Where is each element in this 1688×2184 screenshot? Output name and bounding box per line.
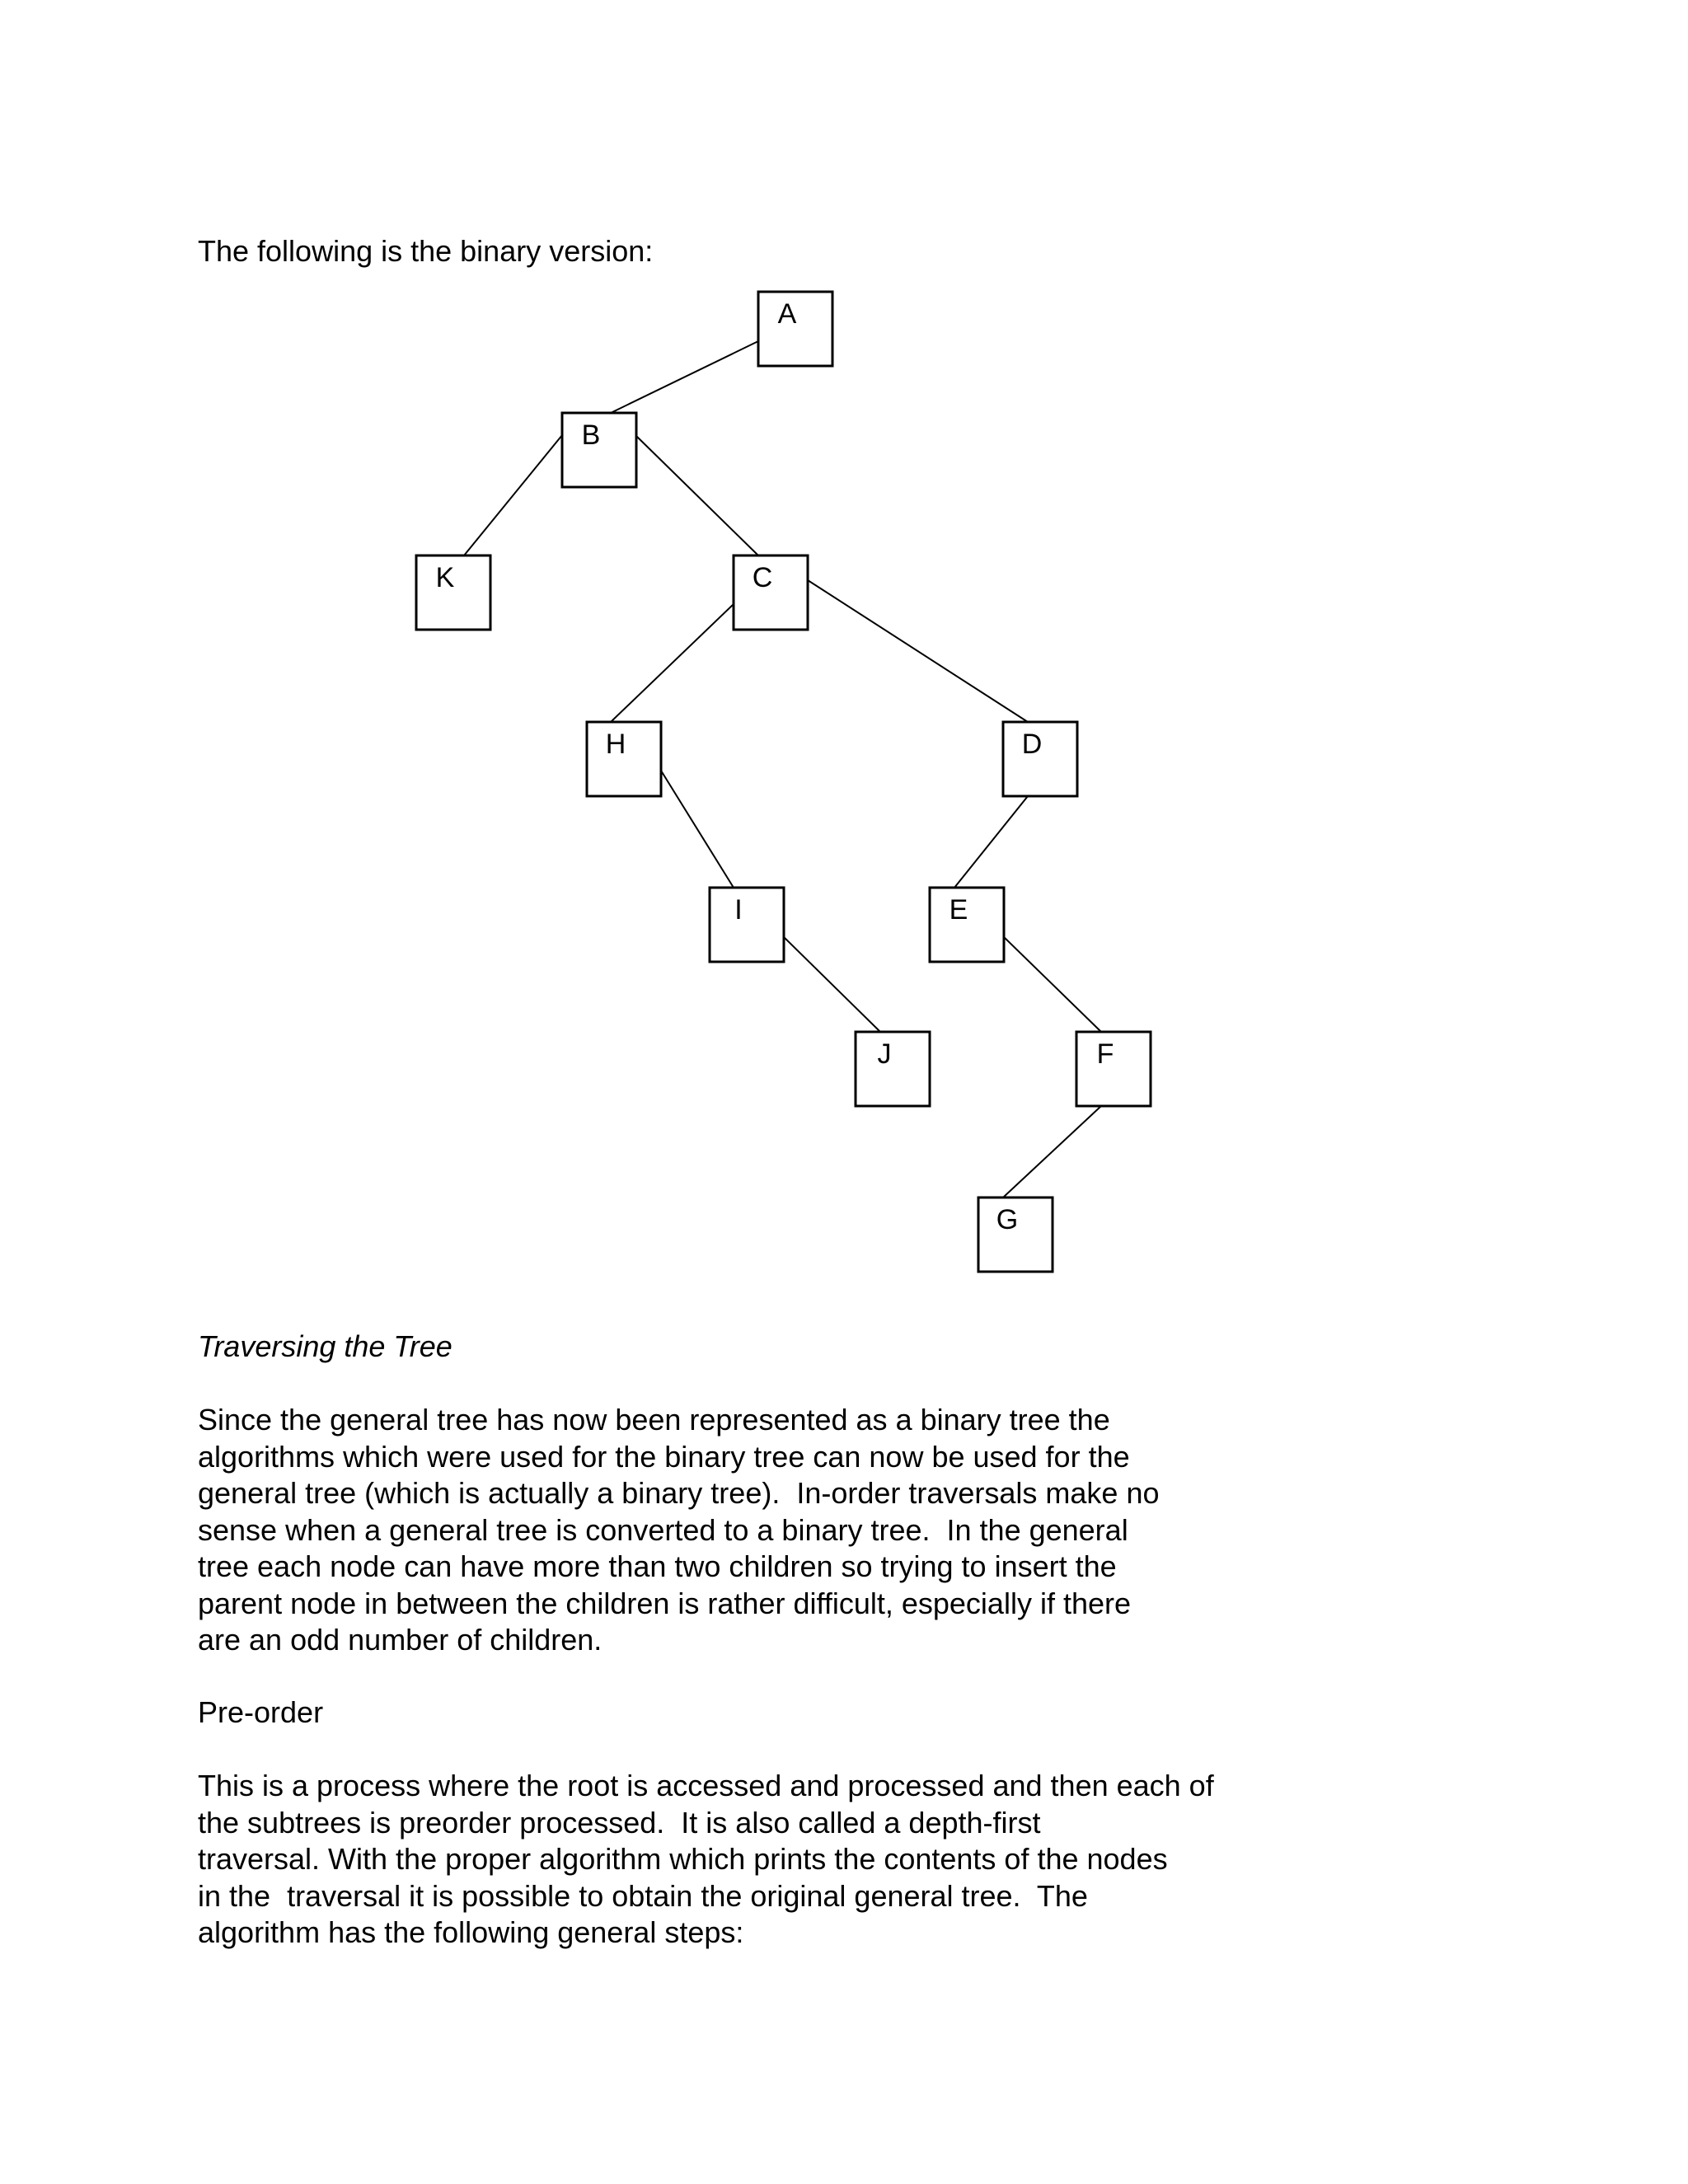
node-label: H [605,729,626,760]
edge-c-d [808,580,1028,722]
tree-node-b [562,413,636,487]
tree-node-g [978,1197,1053,1272]
node-box [710,888,784,962]
paragraph-line: sense when a general tree is converted to a binary tree. In the general [198,1512,1128,1547]
tree-node-k [416,555,490,630]
node-label: G [996,1204,1019,1235]
paragraph-line: general tree (which is actually a binary tree). In-order traversals make no [198,1476,1160,1510]
tree-node-h [587,722,661,796]
edge-i-j [783,936,880,1032]
node-label: I [734,894,743,926]
node-label: A [777,298,797,330]
tree-node-i [710,888,784,962]
subheading-preorder: Pre-order [198,1695,324,1729]
node-label: E [949,894,968,926]
paragraph-line: tree each node can have more than two children so trying to insert the [198,1549,1117,1583]
edge-d-e [954,796,1028,888]
node-label: B [581,419,601,451]
tree-node-f [1076,1032,1151,1106]
tree-node-j [856,1032,930,1106]
tree-node-e [930,888,1004,962]
paragraph-line: are an odd number of children. [198,1623,603,1657]
paragraph-line: Since the general tree has now been represented as a binary tree the [198,1403,1110,1436]
paragraph-line: parent node in between the children is rather difficult, especially if there [198,1586,1131,1620]
edge-b-k [464,435,562,555]
node-label: F [1096,1038,1114,1070]
tree-node-a [758,292,832,366]
paragraph-line: the subtrees is preorder processed. It is also called a depth-first [198,1805,1041,1840]
paragraph-line: algorithm has the following general steps: [198,1915,744,1949]
edge-a-b [611,341,758,413]
edge-c-h [611,604,734,722]
tree-node-c [734,555,808,630]
paragraph-line: This is a process where the root is accessed and processed and then each of [198,1769,1214,1802]
section-heading: Traversing the Tree [198,1329,452,1363]
tree-nodes [416,292,1151,1272]
paragraph-line: algorithms which were used for the binary tree can now be used for the [198,1439,1130,1474]
paragraph-preorder [198,1768,1214,1952]
paragraph-line: in the traversal it is possible to obtain the original general tree. The [198,1878,1088,1913]
edge-b-c [635,435,758,555]
edge-e-f [1003,936,1101,1032]
intro-text: The following is the binary version: [198,234,654,268]
node-box [856,1032,930,1106]
edge-f-g [1003,1106,1101,1197]
node-label: K [435,562,455,593]
node-label: C [752,562,773,593]
node-label: J [877,1038,892,1070]
tree-node-d [1003,722,1077,796]
paragraph-traversing [198,1402,1170,1659]
node-label: D [1021,729,1043,760]
edge-h-i [661,771,734,888]
paragraph-line: traversal. With the proper algorithm which prints the contents of the nodes [198,1842,1168,1876]
